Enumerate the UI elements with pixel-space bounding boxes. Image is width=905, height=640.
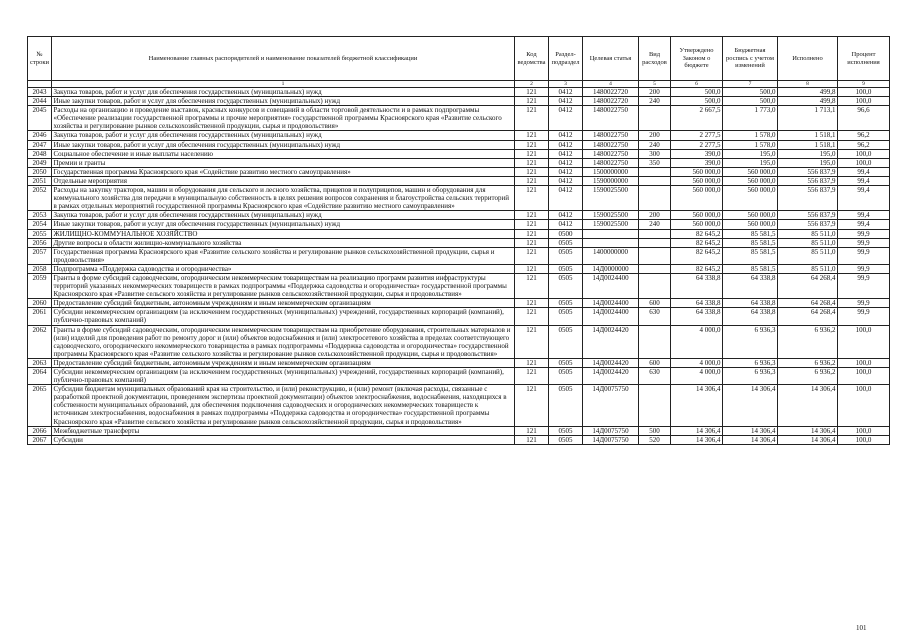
table-row bbox=[28, 426, 890, 435]
target-article: 1480022750 bbox=[583, 158, 639, 167]
table-row bbox=[28, 368, 890, 385]
approved-amount: 82 645,2 bbox=[671, 247, 723, 264]
row-number: 2045 bbox=[28, 106, 52, 131]
approved-amount: 560 000,0 bbox=[671, 176, 723, 185]
approved-amount: 500,0 bbox=[671, 88, 723, 97]
table-row bbox=[28, 97, 890, 106]
row-name: Подпрограмма «Поддержка садоводства и огородничества» bbox=[52, 264, 515, 273]
schedule-amount: 560 000,0 bbox=[723, 176, 778, 185]
approved-amount: 500,0 bbox=[671, 97, 723, 106]
header-name: Наименование главных распорядителей и наименование показателей бюджетной классификации bbox=[52, 37, 515, 81]
approved-amount: 560 000,0 bbox=[671, 167, 723, 176]
executed-amount: 499,8 bbox=[778, 88, 838, 97]
table-row bbox=[28, 308, 890, 325]
row-number: 2049 bbox=[28, 158, 52, 167]
percent-executed: 99,9 bbox=[838, 273, 890, 298]
colnum: 7 bbox=[723, 81, 778, 88]
row-name: Социальное обеспечение и иные выплаты населению bbox=[52, 149, 515, 158]
expense-type bbox=[639, 325, 671, 358]
approved-amount: 64 338,8 bbox=[671, 308, 723, 325]
executed-amount: 64 268,4 bbox=[778, 308, 838, 325]
header-executed: Исполнено bbox=[778, 37, 838, 81]
section-code: 0412 bbox=[549, 131, 583, 140]
colnum: 8 bbox=[778, 81, 838, 88]
expense-type: 240 bbox=[639, 140, 671, 149]
target-article: 1590025500 bbox=[583, 186, 639, 211]
department-code: 121 bbox=[515, 158, 549, 167]
header-department-code: Код ведомства bbox=[515, 37, 549, 81]
executed-amount: 556 837,9 bbox=[778, 167, 838, 176]
table-row bbox=[28, 186, 890, 211]
executed-amount: 6 936,2 bbox=[778, 325, 838, 358]
percent-executed: 100,0 bbox=[838, 435, 890, 444]
target-article: 14Д0024420 bbox=[583, 358, 639, 367]
header-expense-type: Вид расходов bbox=[639, 37, 671, 81]
row-number: 2059 bbox=[28, 273, 52, 298]
section-code: 0505 bbox=[549, 273, 583, 298]
executed-amount: 6 936,2 bbox=[778, 368, 838, 385]
schedule-amount: 195,0 bbox=[723, 149, 778, 158]
header-approved: Утверждено Законом о бюджете bbox=[671, 37, 723, 81]
table-row bbox=[28, 247, 890, 264]
approved-amount: 14 306,4 bbox=[671, 426, 723, 435]
row-name: Иные закупки товаров, работ и услуг для обеспечения государственных (муниципальных) нужд bbox=[52, 140, 515, 149]
row-number: 2058 bbox=[28, 264, 52, 273]
schedule-amount: 500,0 bbox=[723, 97, 778, 106]
department-code: 121 bbox=[515, 368, 549, 385]
section-code: 0505 bbox=[549, 368, 583, 385]
section-code: 0412 bbox=[549, 149, 583, 158]
table-row bbox=[28, 220, 890, 229]
section-code: 0505 bbox=[549, 426, 583, 435]
executed-amount: 85 511,0 bbox=[778, 247, 838, 264]
table-row bbox=[28, 273, 890, 298]
header-percent: Процент исполнения bbox=[838, 37, 890, 81]
header-row-number: № строки bbox=[28, 37, 52, 81]
expense-type: 600 bbox=[639, 299, 671, 308]
percent-executed: 99,9 bbox=[838, 299, 890, 308]
percent-executed: 100,0 bbox=[838, 426, 890, 435]
row-name: Субсидии некоммерческим организациям (за исключением государственных (муниципальных) учреждений, государственных корпораций (компаний), публично-правовых компаний) bbox=[52, 368, 515, 385]
expense-type: 630 bbox=[639, 368, 671, 385]
row-number: 2050 bbox=[28, 167, 52, 176]
section-code: 0412 bbox=[549, 220, 583, 229]
percent-executed: 100,0 bbox=[838, 368, 890, 385]
percent-executed: 99,4 bbox=[838, 211, 890, 220]
row-number: 2052 bbox=[28, 186, 52, 211]
target-article: 1400000000 bbox=[583, 247, 639, 264]
executed-amount: 556 837,9 bbox=[778, 186, 838, 211]
schedule-amount: 195,0 bbox=[723, 158, 778, 167]
row-number: 2048 bbox=[28, 149, 52, 158]
target-article: 1590025500 bbox=[583, 220, 639, 229]
expense-type bbox=[639, 186, 671, 211]
percent-executed: 96,2 bbox=[838, 140, 890, 149]
expense-type: 300 bbox=[639, 149, 671, 158]
row-number: 2063 bbox=[28, 358, 52, 367]
table-row bbox=[28, 358, 890, 367]
row-name: Государственная программа Красноярского края «Содействие развитию местного самоуправления» bbox=[52, 167, 515, 176]
row-name: Гранты в форме субсидий садоводческим, огородническим некоммерческим товариществам на реализацию программ развития инфраструктуры территорий указанных некоммерческих товариществ в рамках подпрограммы «Поддержка садоводства и огородничества» государственной программы Красноярского края «Развитие сельского хозяйства и регулирование рынков сельскохозяйственной продукции, сырья и продовольствия» bbox=[52, 273, 515, 298]
section-code: 0412 bbox=[549, 140, 583, 149]
table-body bbox=[28, 88, 890, 445]
approved-amount: 14 306,4 bbox=[671, 385, 723, 426]
schedule-amount: 64 338,8 bbox=[723, 273, 778, 298]
target-article bbox=[583, 229, 639, 238]
colnum: 5 bbox=[639, 81, 671, 88]
executed-amount: 556 837,9 bbox=[778, 211, 838, 220]
executed-amount: 1 713,1 bbox=[778, 106, 838, 131]
row-name: Субсидии бюджетам муниципальных образований края на строительство, и (или) реконструкцию, и (или) ремонт (включая расходы, связанные с разработкой проектной документации, проведением экспертизы проектной документации) объектов электроснабжения, водоснабжения, находящихся в собственности муниципальных образований, для обеспечения подключения садоводческих и огороднических некоммерческих товариществ к источникам электроснабжения, водоснабжения в рамках подпрограммы «Поддержка садоводства и огородничества» государственной программы Красноярского края «Развитие сельского хозяйства и регулирование рынков сельскохозяйственной продукции, сырья и продовольствия» bbox=[52, 385, 515, 426]
percent-executed: 99,9 bbox=[838, 308, 890, 325]
executed-amount: 14 306,4 bbox=[778, 426, 838, 435]
colnum: 2 bbox=[515, 81, 549, 88]
row-number: 2062 bbox=[28, 325, 52, 358]
header-section: Раздел-подраздел bbox=[549, 37, 583, 81]
target-article: 14Д0024400 bbox=[583, 308, 639, 325]
schedule-amount: 1 773,0 bbox=[723, 106, 778, 131]
row-number: 2047 bbox=[28, 140, 52, 149]
row-name: Другие вопросы в области жилищно-коммунального хозяйства bbox=[52, 238, 515, 247]
department-code: 121 bbox=[515, 131, 549, 140]
row-name: Гранты в форме субсидий садоводческим, огородническим некоммерческим товариществам на приобретение оборудования, строительных материалов и (или) изделий для проведения работ по ремонту дорог и (или) объектов водоснабжения и (или) электросетевого хозяйства в пределах соответствующего садоводческого, огороднического некоммерческого товарищества в рамках подпрограммы «Поддержка садоводства и огородничества» государственной программы Красноярского края «Развитие сельского хозяйства и регулирование рынков сельскохозяйственной продукции, сырья и продовольствия» bbox=[52, 325, 515, 358]
approved-amount: 82 645,2 bbox=[671, 229, 723, 238]
table-row bbox=[28, 88, 890, 97]
row-name: Субсидии bbox=[52, 435, 515, 444]
schedule-amount: 85 581,5 bbox=[723, 264, 778, 273]
department-code: 121 bbox=[515, 358, 549, 367]
department-code: 121 bbox=[515, 325, 549, 358]
percent-executed: 100,0 bbox=[838, 158, 890, 167]
expense-type: 240 bbox=[639, 97, 671, 106]
expense-type bbox=[639, 167, 671, 176]
target-article: 1590000000 bbox=[583, 176, 639, 185]
section-code: 0505 bbox=[549, 299, 583, 308]
schedule-amount: 85 581,5 bbox=[723, 238, 778, 247]
percent-executed: 99,4 bbox=[838, 176, 890, 185]
section-code: 0505 bbox=[549, 358, 583, 367]
colnum: 1 bbox=[52, 81, 515, 88]
table-row bbox=[28, 238, 890, 247]
target-article: 1500000000 bbox=[583, 167, 639, 176]
expense-type bbox=[639, 229, 671, 238]
row-name: Расходы на закупку тракторов, машин и оборудования для сельского и лесного хозяйства, прицепов и полуприцепов, машин и оборудования для коммунального хозяйства для передачи в муниципальную собственность в целях решения вопросов сохранения и благоустройства сельских территорий в рамках отдельных мероприятий государственной программы Красноярского края «Содействие развитию местного самоуправления» bbox=[52, 186, 515, 211]
executed-amount: 556 837,9 bbox=[778, 176, 838, 185]
section-code: 0412 bbox=[549, 88, 583, 97]
department-code: 121 bbox=[515, 308, 549, 325]
schedule-amount: 6 936,3 bbox=[723, 325, 778, 358]
row-name: Иные закупки товаров, работ и услуг для обеспечения государственных (муниципальных) нужд bbox=[52, 97, 515, 106]
table-row bbox=[28, 299, 890, 308]
expense-type bbox=[639, 273, 671, 298]
department-code: 121 bbox=[515, 97, 549, 106]
schedule-amount: 560 000,0 bbox=[723, 167, 778, 176]
row-name: Закупка товаров, работ и услуг для обеспечения государственных (муниципальных) нужд bbox=[52, 88, 515, 97]
department-code: 121 bbox=[515, 140, 549, 149]
executed-amount: 6 936,2 bbox=[778, 358, 838, 367]
section-code: 0412 bbox=[549, 158, 583, 167]
percent-executed: 99,4 bbox=[838, 220, 890, 229]
expense-type: 600 bbox=[639, 358, 671, 367]
expense-type: 200 bbox=[639, 211, 671, 220]
executed-amount: 85 511,0 bbox=[778, 238, 838, 247]
department-code: 121 bbox=[515, 238, 549, 247]
department-code: 121 bbox=[515, 211, 549, 220]
colnum bbox=[28, 81, 52, 88]
section-code: 0505 bbox=[549, 435, 583, 444]
row-number: 2067 bbox=[28, 435, 52, 444]
expense-type bbox=[639, 385, 671, 426]
row-name: Предоставление субсидий бюджетным, автономным учреждениям и иным некоммерческим организациям bbox=[52, 299, 515, 308]
section-code: 0412 bbox=[549, 97, 583, 106]
approved-amount: 4 000,0 bbox=[671, 368, 723, 385]
expense-type bbox=[639, 238, 671, 247]
target-article: 1480022720 bbox=[583, 97, 639, 106]
expense-type: 350 bbox=[639, 158, 671, 167]
target-article: 14Д0024400 bbox=[583, 273, 639, 298]
row-number: 2053 bbox=[28, 211, 52, 220]
department-code: 121 bbox=[515, 273, 549, 298]
department-code: 121 bbox=[515, 435, 549, 444]
header-target-article: Целевая статья bbox=[583, 37, 639, 81]
section-code: 0500 bbox=[549, 229, 583, 238]
executed-amount: 14 306,4 bbox=[778, 385, 838, 426]
department-code: 121 bbox=[515, 426, 549, 435]
colnum: 3 bbox=[549, 81, 583, 88]
approved-amount: 4 000,0 bbox=[671, 325, 723, 358]
target-article: 1480022750 bbox=[583, 140, 639, 149]
expense-type: 500 bbox=[639, 426, 671, 435]
percent-executed: 96,6 bbox=[838, 106, 890, 131]
table-row bbox=[28, 106, 890, 131]
approved-amount: 64 338,8 bbox=[671, 299, 723, 308]
schedule-amount: 1 578,0 bbox=[723, 131, 778, 140]
section-code: 0412 bbox=[549, 106, 583, 131]
percent-executed: 99,9 bbox=[838, 264, 890, 273]
expense-type bbox=[639, 264, 671, 273]
department-code: 121 bbox=[515, 264, 549, 273]
target-article: 14Д0000000 bbox=[583, 264, 639, 273]
target-article: 1480022750 bbox=[583, 131, 639, 140]
row-number: 2065 bbox=[28, 385, 52, 426]
table-row bbox=[28, 131, 890, 140]
expense-type: 630 bbox=[639, 308, 671, 325]
expense-type bbox=[639, 106, 671, 131]
row-name: Государственная программа Красноярского края «Развитие сельского хозяйства и регулирование рынков сельскохозяйственной продукции, сырья и продовольствия» bbox=[52, 247, 515, 264]
row-name: ЖИЛИЩНО-КОММУНАЛЬНОЕ ХОЗЯЙСТВО bbox=[52, 229, 515, 238]
schedule-amount: 14 306,4 bbox=[723, 426, 778, 435]
schedule-amount: 85 581,5 bbox=[723, 229, 778, 238]
section-code: 0412 bbox=[549, 176, 583, 185]
table-row bbox=[28, 385, 890, 426]
row-name: Расходы на организацию и проведение выставок, красных конкурсов и совещаний в области торговой деятельности и в рамках подпрограммы «Обеспечение реализации государственной программы и прочие мероприятия» государственной программы Красноярского края «Развитие сельского хозяйства и регулирование рынков сельскохозяйственной продукции, сырья и продовольствия» bbox=[52, 106, 515, 131]
approved-amount: 390,0 bbox=[671, 158, 723, 167]
schedule-amount: 85 581,5 bbox=[723, 247, 778, 264]
expense-type: 200 bbox=[639, 88, 671, 97]
row-number: 2061 bbox=[28, 308, 52, 325]
expense-type: 520 bbox=[639, 435, 671, 444]
percent-executed: 100,0 bbox=[838, 385, 890, 426]
approved-amount: 14 306,4 bbox=[671, 435, 723, 444]
section-code: 0505 bbox=[549, 308, 583, 325]
row-name: Предоставление субсидий бюджетным, автономным учреждениям и иным некоммерческим организациям bbox=[52, 358, 515, 367]
executed-amount: 85 511,0 bbox=[778, 229, 838, 238]
row-number: 2056 bbox=[28, 238, 52, 247]
section-code: 0505 bbox=[549, 238, 583, 247]
schedule-amount: 1 578,0 bbox=[723, 140, 778, 149]
table-row bbox=[28, 264, 890, 273]
row-name: Иные закупки товаров, работ и услуг для обеспечения государственных (муниципальных) нужд bbox=[52, 220, 515, 229]
budget-table bbox=[27, 36, 890, 445]
schedule-amount: 560 000,0 bbox=[723, 186, 778, 211]
schedule-amount: 6 936,3 bbox=[723, 368, 778, 385]
expense-type bbox=[639, 247, 671, 264]
target-article: 1480022750 bbox=[583, 149, 639, 158]
approved-amount: 2 277,5 bbox=[671, 131, 723, 140]
table-row bbox=[28, 229, 890, 238]
department-code: 121 bbox=[515, 220, 549, 229]
department-code: 121 bbox=[515, 385, 549, 426]
row-number: 2054 bbox=[28, 220, 52, 229]
executed-amount: 64 268,4 bbox=[778, 299, 838, 308]
approved-amount: 82 645,2 bbox=[671, 238, 723, 247]
expense-type: 240 bbox=[639, 220, 671, 229]
row-number: 2044 bbox=[28, 97, 52, 106]
schedule-amount: 64 338,8 bbox=[723, 308, 778, 325]
row-name: Закупка товаров, работ и услуг для обеспечения государственных (муниципальных) нужд bbox=[52, 131, 515, 140]
department-code: 121 bbox=[515, 229, 549, 238]
executed-amount: 556 837,9 bbox=[778, 220, 838, 229]
target-article: 14Д0075750 bbox=[583, 426, 639, 435]
section-code: 0505 bbox=[549, 325, 583, 358]
table-row bbox=[28, 149, 890, 158]
row-number: 2043 bbox=[28, 88, 52, 97]
target-article: 1590025500 bbox=[583, 211, 639, 220]
executed-amount: 14 306,4 bbox=[778, 435, 838, 444]
row-number: 2064 bbox=[28, 368, 52, 385]
section-code: 0505 bbox=[549, 247, 583, 264]
target-article: 1480022720 bbox=[583, 88, 639, 97]
approved-amount: 390,0 bbox=[671, 149, 723, 158]
department-code: 121 bbox=[515, 247, 549, 264]
target-article: 14Д0024400 bbox=[583, 299, 639, 308]
row-number: 2057 bbox=[28, 247, 52, 264]
section-code: 0412 bbox=[549, 167, 583, 176]
expense-type: 200 bbox=[639, 131, 671, 140]
target-article bbox=[583, 238, 639, 247]
executed-amount: 64 268,4 bbox=[778, 273, 838, 298]
executed-amount: 499,8 bbox=[778, 97, 838, 106]
row-number: 2060 bbox=[28, 299, 52, 308]
row-name: Закупка товаров, работ и услуг для обеспечения государственных (муниципальных) нужд bbox=[52, 211, 515, 220]
schedule-amount: 500,0 bbox=[723, 88, 778, 97]
schedule-amount: 6 936,3 bbox=[723, 358, 778, 367]
page-number: 101 bbox=[856, 624, 867, 632]
percent-executed: 99,4 bbox=[838, 167, 890, 176]
approved-amount: 560 000,0 bbox=[671, 220, 723, 229]
table-row bbox=[28, 158, 890, 167]
row-number: 2051 bbox=[28, 176, 52, 185]
colnum: 4 bbox=[583, 81, 639, 88]
percent-executed: 99,4 bbox=[838, 186, 890, 211]
approved-amount: 64 338,8 bbox=[671, 273, 723, 298]
approved-amount: 82 645,2 bbox=[671, 264, 723, 273]
table-row bbox=[28, 176, 890, 185]
header-budget-schedule: Бюджетная роспись с учетом изменений bbox=[723, 37, 778, 81]
department-code: 121 bbox=[515, 149, 549, 158]
section-code: 0412 bbox=[549, 211, 583, 220]
target-article: 14Д0024420 bbox=[583, 325, 639, 358]
row-number: 2055 bbox=[28, 229, 52, 238]
table-row bbox=[28, 140, 890, 149]
percent-executed: 96,2 bbox=[838, 131, 890, 140]
table-row bbox=[28, 435, 890, 444]
department-code: 121 bbox=[515, 167, 549, 176]
row-name: Премии и гранты bbox=[52, 158, 515, 167]
schedule-amount: 64 338,8 bbox=[723, 299, 778, 308]
executed-amount: 1 518,1 bbox=[778, 131, 838, 140]
percent-executed: 100,0 bbox=[838, 88, 890, 97]
percent-executed: 99,9 bbox=[838, 238, 890, 247]
department-code: 121 bbox=[515, 299, 549, 308]
row-name: Межбюджетные трансферты bbox=[52, 426, 515, 435]
table-row bbox=[28, 325, 890, 358]
department-code: 121 bbox=[515, 88, 549, 97]
percent-executed: 99,9 bbox=[838, 229, 890, 238]
percent-executed: 100,0 bbox=[838, 325, 890, 358]
department-code: 121 bbox=[515, 186, 549, 211]
executed-amount: 1 518,1 bbox=[778, 140, 838, 149]
approved-amount: 2 667,5 bbox=[671, 106, 723, 131]
executed-amount: 195,0 bbox=[778, 149, 838, 158]
section-code: 0505 bbox=[549, 264, 583, 273]
executed-amount: 85 511,0 bbox=[778, 264, 838, 273]
executed-amount: 195,0 bbox=[778, 158, 838, 167]
percent-executed: 100,0 bbox=[838, 149, 890, 158]
expense-type bbox=[639, 176, 671, 185]
row-number: 2046 bbox=[28, 131, 52, 140]
schedule-amount: 560 000,0 bbox=[723, 220, 778, 229]
section-code: 0412 bbox=[549, 186, 583, 211]
department-code: 121 bbox=[515, 176, 549, 185]
colnum: 9 bbox=[838, 81, 890, 88]
percent-executed: 100,0 bbox=[838, 358, 890, 367]
row-name: Отдельные мероприятия bbox=[52, 176, 515, 185]
approved-amount: 2 277,5 bbox=[671, 140, 723, 149]
schedule-amount: 14 306,4 bbox=[723, 385, 778, 426]
department-code: 121 bbox=[515, 106, 549, 131]
target-article: 14Д0075750 bbox=[583, 385, 639, 426]
target-article: 1480022750 bbox=[583, 106, 639, 131]
row-name: Субсидии некоммерческим организациям (за исключением государственных (муниципальных) учреждений, государственных корпораций (компаний), публично-правовых компаний) bbox=[52, 308, 515, 325]
schedule-amount: 560 000,0 bbox=[723, 211, 778, 220]
percent-executed: 100,0 bbox=[838, 97, 890, 106]
table-row bbox=[28, 211, 890, 220]
approved-amount: 560 000,0 bbox=[671, 186, 723, 211]
row-number: 2066 bbox=[28, 426, 52, 435]
table-row bbox=[28, 167, 890, 176]
section-code: 0505 bbox=[549, 385, 583, 426]
approved-amount: 4 000,0 bbox=[671, 358, 723, 367]
target-article: 14Д0024420 bbox=[583, 368, 639, 385]
colnum: 6 bbox=[671, 81, 723, 88]
target-article: 14Д0075750 bbox=[583, 435, 639, 444]
approved-amount: 560 000,0 bbox=[671, 211, 723, 220]
schedule-amount: 14 306,4 bbox=[723, 435, 778, 444]
percent-executed: 99,9 bbox=[838, 247, 890, 264]
